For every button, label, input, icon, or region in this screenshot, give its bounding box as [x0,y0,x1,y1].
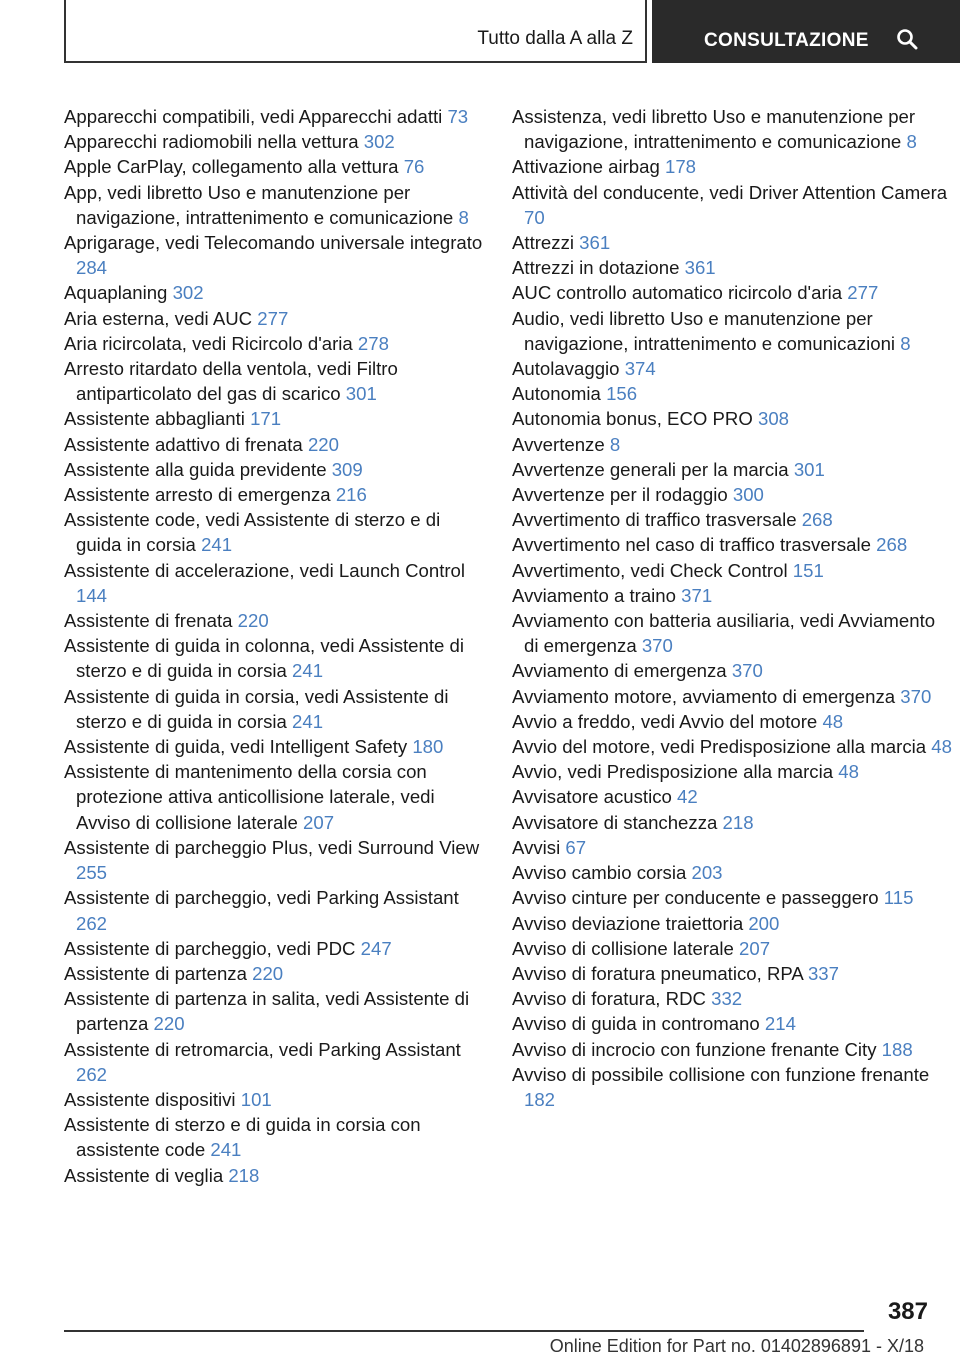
index-entry [512,885,952,910]
index-entry-page-link[interactable]: 214 [764,1013,796,1035]
index-entry-page-link[interactable]: 8 [609,433,621,455]
index-entry-term: Assistente code, vedi Assistente di sterzo e di guida in corsia [64,509,441,556]
index-entry-page-link[interactable]: 337 [807,962,839,984]
index-entry [64,684,484,734]
index-entry [64,734,484,759]
index-entry [512,255,952,280]
index-entry-term: Assistente adattivo di frenata [64,433,303,455]
footer-rule [64,1330,864,1332]
index-entry [512,734,952,759]
index-entry-term: Assistente di parcheggio Plus, vedi Surround View [64,836,480,858]
index-entry-term: Avvisatore di stanchezza [512,811,718,833]
index-entry-page-link[interactable]: 278 [357,332,389,354]
index-entry-term: Assistente di mantenimento della corsia con protezione attiva anticollisione laterale, vedi Avviso di collisione laterale [64,761,435,833]
index-entry-page-link[interactable]: 284 [76,257,108,279]
index-entry-term: App, vedi libretto Uso e manutenzione per navigazione, intrattenimento e comunicazione [64,181,454,228]
index-entry [512,230,952,255]
index-entry-term: Assistente abbaglianti [64,408,245,430]
index-entry-term: Assistente dispositivi [64,1088,236,1110]
index-entry-page-link[interactable]: 207 [739,937,771,959]
index-entry [64,406,484,431]
index-entry-term: Avvertenze generali per la marcia [512,458,789,480]
index-entry-page-link[interactable]: 268 [876,534,908,556]
index-entry [512,911,952,936]
index-entry-term: Assistente di guida in colonna, vedi Assistente di sterzo e di guida in corsia [64,635,465,682]
index-entry-term: Avviso di incrocio con funzione frenante City [512,1038,877,1060]
index-entry [64,280,484,305]
index-entry [512,406,952,431]
index-entry-term: Aria esterna, vedi AUC [64,307,253,329]
index-entry [64,885,484,935]
index-entry [512,986,952,1011]
index-entry-term: Aprigarage, vedi Telecomando universale integrato [64,232,483,254]
index-entry [512,658,952,683]
index-entry-page-link[interactable]: 220 [237,610,269,632]
index-entry-term: Avvio, vedi Predisposizione alla marcia [512,761,834,783]
index-entry [64,432,484,457]
index-entry-page-link[interactable]: 156 [606,383,638,405]
index-entry [512,860,952,885]
index-entry-term: Attivazione airbag [512,156,660,178]
index-entry-term: Avviso di collisione laterale [512,937,734,959]
index-entry-page-link[interactable]: 203 [691,862,723,884]
index-entry [512,684,952,709]
index-entry-term: Attività del conducente, vedi Driver Attention Camera [512,181,948,203]
index-entry [64,961,484,986]
index-entry-term: Avviso di possibile collisione con funzione frenante [512,1063,930,1085]
index-entry-term: Avviso deviazione traiettoria [512,912,744,934]
index-entry-term: Avviso di foratura, RDC [512,988,706,1010]
index-entry [512,432,952,457]
index-entry-page-link[interactable]: 188 [881,1038,913,1060]
index-entry [512,356,952,381]
index-entry-page-link[interactable]: 361 [684,257,716,279]
index-entry-term: Autonomia bonus, ECO PRO [512,408,753,430]
index-entry [64,129,484,154]
index-entry-page-link[interactable]: 374 [624,358,656,380]
index-entry-term: Avviamento a traino [512,584,676,606]
index-entry-page-link[interactable]: 301 [793,458,825,480]
index-entry-page-link[interactable]: 73 [447,106,469,127]
index-entry-page-link[interactable]: 370 [731,660,763,682]
index-entry-page-link[interactable]: 309 [331,458,363,480]
index-entry-term: Avviamento di emergenza [512,660,727,682]
index-entry-page-link[interactable]: 207 [303,811,335,833]
index-entry-term: Avvertimento, vedi Check Control [512,559,788,581]
page-number: 387 [887,1298,928,1325]
index-entry-term: Avviamento con batteria ausiliaria, vedi Avviamento di emergenza [512,610,936,657]
index-entry-term: Avviso di guida in contromano [512,1013,760,1035]
index-entry [64,482,484,507]
index-entry-page-link[interactable]: 220 [153,1013,185,1035]
index-entry-page-link[interactable]: 332 [711,988,743,1010]
index-entry-page-link[interactable]: 101 [240,1088,272,1110]
index-entry-term: Assistente di guida, vedi Intelligent Safety [64,736,408,758]
header-chapter-title: CONSULTAZIONE [704,30,869,51]
index-entry [512,709,952,734]
index-column-right [512,104,952,1112]
index-entry [64,1163,484,1188]
index-entry-page-link[interactable]: 218 [228,1164,260,1186]
search-icon[interactable] [896,28,918,50]
index-entry [512,482,952,507]
index-entry [512,961,952,986]
index-entry-page-link[interactable]: 200 [748,912,780,934]
index-entry-term: Audio, vedi libretto Uso e manutenzione per navigazione, intrattenimento e comunicazioni [512,307,896,354]
index-entry [512,280,952,305]
index-entry-term: Apparecchi compatibili, vedi Apparecchi adatti [64,106,443,127]
index-entry-term: Assistente di parcheggio, vedi Parking Assistant [64,887,459,909]
index-entry [64,507,484,557]
index-entry [512,1037,952,1062]
index-entry [512,835,952,860]
index-entry [512,104,952,154]
index-entry-page-link[interactable]: 300 [732,484,764,506]
index-column-left [64,104,484,1188]
index-entry [512,608,952,658]
index-entry-page-link[interactable]: 220 [307,433,339,455]
index-entry [512,759,952,784]
index-entry-term: Assistente di sterzo e di guida in corsia con assistente code [64,1114,421,1161]
index-entry-term: Avvisatore acustico [512,786,672,808]
index-entry-term: Avvertenze [512,433,605,455]
index-entry-term: Avvertenze per il rodaggio [512,484,728,506]
index-entry-page-link[interactable]: 144 [76,584,108,606]
index-entry-page-link[interactable]: 42 [677,786,698,808]
footer-edition: Online Edition for Part no. 01402896891 - X/18 [549,1336,924,1356]
index-entry-page-link[interactable]: 178 [664,156,697,178]
index-entry-page-link[interactable]: 182 [524,1088,556,1110]
index-entry-page-link[interactable]: 370 [641,635,673,657]
index-entry [512,381,952,406]
index-entry-term: Aquaplaning [64,282,168,304]
index-entry-page-link[interactable]: 262 [76,1063,108,1085]
index-entry-term: Autonomia [512,383,601,405]
index-entry [64,835,484,885]
index-entry [64,230,484,280]
index-entry-page-link[interactable]: 76 [403,156,425,178]
index-entry-page-link[interactable]: 277 [847,282,879,304]
index-entry-page-link[interactable]: 301 [345,383,377,405]
index-entry [512,306,952,356]
index-entry-page-link[interactable]: 220 [252,962,284,984]
index-entry-term: Assistente arresto di emergenza [64,484,331,506]
index-entry-term: Assistente di parcheggio, vedi PDC [64,937,356,959]
index-entry [64,759,484,835]
index-entry-page-link[interactable]: 262 [76,912,108,934]
index-entry-page-link[interactable]: 255 [76,862,108,884]
index-entry-term: Assistente di frenata [64,610,233,632]
index-entry-term: Avvertimento di traffico trasversale [512,509,797,531]
index-entry-page-link[interactable]: 151 [792,559,824,581]
index-entry [64,180,484,230]
index-entry [64,104,484,129]
index-entry [64,306,484,331]
index-entry-page-link[interactable]: 8 [458,206,469,228]
index-entry [512,810,952,835]
index-entry [512,180,952,230]
index-entry-page-link[interactable]: 302 [172,282,204,304]
index-entry-term: Apparecchi radiomobili nella vettura [64,131,359,153]
index-entry-term: Avviso cambio corsia [512,862,687,884]
index-entry-term: Avvio a freddo, vedi Avvio del motore [512,710,818,732]
index-entry [512,936,952,961]
index-entry-page-link[interactable]: 308 [757,408,790,430]
index-entry [64,457,484,482]
index-entry [512,507,952,532]
index-entry [64,986,484,1036]
index-entry [64,936,484,961]
index-entry-page-link[interactable]: 241 [292,660,324,682]
index-entry-page-link[interactable]: 268 [801,509,833,531]
index-entry-term: Attrezzi in dotazione [512,257,680,279]
index-entry [64,331,484,356]
index-entry-term: Avvertimento nel caso di traffico trasversale [512,534,871,556]
index-entry-term: AUC controllo automatico ricircolo d'aria [512,282,843,304]
index-entry-term: Assistenza, vedi libretto Uso e manutenzione per navigazione, intrattenimento e comunicazione [512,106,916,153]
index-entry-term: Avviso cinture per conducente e passeggero [512,887,879,909]
index-entry-term: Aria ricircolata, vedi Ricircolo d'aria [64,332,353,354]
index-entry [512,154,952,179]
index-entry-page-link[interactable]: 277 [257,307,289,329]
index-entry-term: Assistente di veglia [64,1164,224,1186]
index-entry-page-link[interactable]: 70 [524,206,545,228]
index-entry-page-link[interactable]: 8 [900,332,911,354]
index-entry-page-link[interactable]: 216 [335,484,367,506]
index-entry-term: Assistente di retromarcia, vedi Parking Assistant [64,1038,461,1060]
index-entry-page-link[interactable]: 302 [363,131,395,153]
index-entry-term: Avvio del motore, vedi Predisposizione alla marcia [512,736,927,758]
index-entry-page-link[interactable]: 48 [838,761,859,783]
index-entry-term: Avviamento motore, avviamento di emergenza [512,685,896,707]
index-entry-page-link[interactable]: 218 [722,811,754,833]
index-entry-term: Attrezzi [512,232,574,254]
index-entry [512,784,952,809]
header-chapter-tab[interactable] [652,0,960,63]
index-entry-page-link[interactable]: 241 [210,1139,242,1161]
index-entry [64,1087,484,1112]
index-entry [512,1011,952,1036]
index-entry [64,154,484,179]
index-entry-page-link[interactable]: 8 [906,131,917,153]
index-entry [64,608,484,633]
index-entry [512,532,952,557]
index-entry-term: Avvisi [512,836,561,858]
index-entry [64,1037,484,1087]
index-entry-term: Assistente di guida in corsia, vedi Assistente di sterzo e di guida in corsia [64,685,449,732]
index-entry-page-link[interactable]: 247 [360,937,392,959]
index-entry-term: Autolavaggio [512,358,620,380]
index-entry [64,1112,484,1162]
index-entry-term: Apple CarPlay, collegamento alla vettura [64,156,399,178]
header-section-title: Tutto dalla A alla Z [477,28,633,49]
index-entry-page-link[interactable]: 180 [412,736,444,758]
index-entry [64,558,484,608]
index-entry [64,356,484,406]
index-entry-page-link[interactable]: 361 [579,232,611,254]
index-entry-page-link[interactable]: 48 [822,710,844,732]
index-entry [512,1062,952,1112]
index-entry [512,457,952,482]
index-entry-term: Assistente di accelerazione, vedi Launch Control [64,559,466,581]
index-entry-term: Assistente di partenza in salita, vedi Assistente di partenza [64,988,470,1035]
header-section-box [64,0,647,63]
index-entry-page-link[interactable]: 370 [900,685,932,707]
index-entry-term: Assistente alla guida previdente [64,458,327,480]
index-entry [64,633,484,683]
index-entry-page-link[interactable]: 241 [201,534,233,556]
index-entry-page-link[interactable]: 115 [883,887,914,909]
index-entry-term: Avviso di foratura pneumatico, RPA [512,962,803,984]
index-entry-page-link[interactable]: 67 [565,836,587,858]
index-entry-page-link[interactable]: 241 [292,710,324,732]
index-entry-page-link[interactable]: 48 [931,736,952,758]
index-entry-term: Arresto ritardato della ventola, vedi Filtro antiparticolato del gas di scarico [64,358,398,405]
index-entry-page-link[interactable]: 171 [250,408,282,430]
index-entry-term: Assistente di partenza [64,962,247,984]
index-entry [512,558,952,583]
index-entry [512,583,952,608]
index-entry-page-link[interactable]: 371 [681,584,713,606]
